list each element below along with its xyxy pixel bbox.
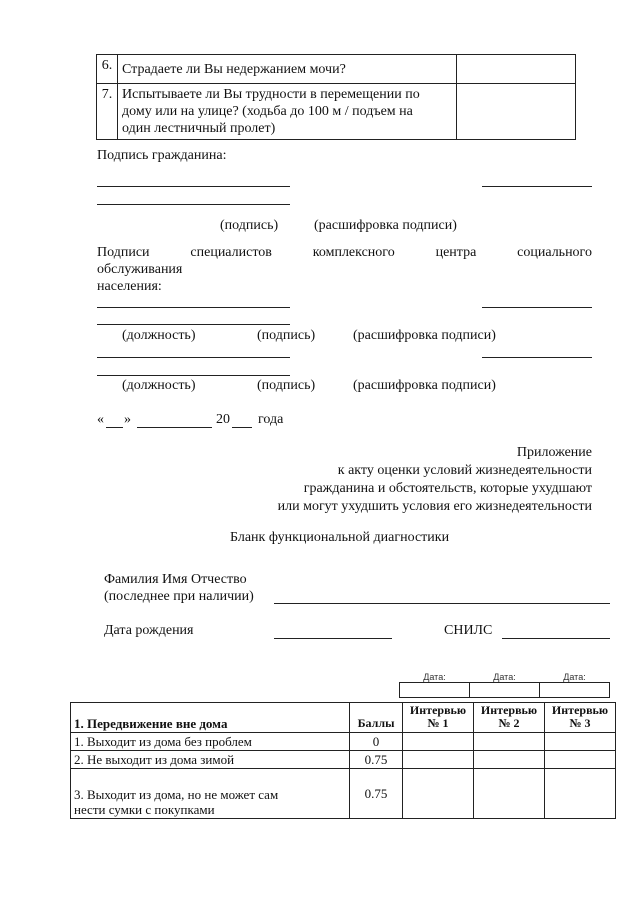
table-row: [71, 751, 616, 769]
date-label: Дата:: [563, 672, 586, 682]
answer-cell[interactable]: [457, 55, 576, 84]
date-close-quote: »: [124, 412, 131, 427]
criterion-points: 0.75: [350, 769, 403, 819]
date-field[interactable]: [540, 683, 610, 698]
signature-line: [97, 307, 290, 308]
points-header: Баллы: [350, 703, 403, 733]
criterion-points: 0.75: [350, 751, 403, 769]
month-blank: [137, 427, 212, 428]
signature-line: [97, 375, 290, 376]
snils-label: СНИЛС: [444, 623, 493, 638]
interview-dates: [399, 668, 610, 698]
question-text: [118, 55, 457, 84]
interview-cell[interactable]: [545, 751, 616, 769]
heading-word: социального: [517, 245, 592, 260]
year-blank: [232, 427, 252, 428]
form-title: Бланк функциональной диагностики: [230, 530, 450, 545]
citizen-signature-label: Подпись гражданина:: [97, 148, 227, 163]
specialists-heading: [97, 245, 592, 261]
question-line: Испытываете ли Вы трудности в перемещении по: [122, 87, 420, 102]
fio-label: Фамилия Имя Отчество: [104, 572, 247, 587]
interview-cell[interactable]: [545, 769, 616, 819]
specialists-heading-line3: населения:: [97, 279, 162, 294]
date-label: Дата:: [493, 672, 516, 682]
heading-word: комплексного: [312, 245, 395, 260]
signature-line: [482, 307, 592, 308]
answer-cell[interactable]: [457, 84, 576, 140]
caption-decoding: (расшифровка подписи): [353, 378, 496, 393]
question-text: [118, 84, 457, 140]
signature-line: [482, 186, 592, 187]
appendix-line: или могут ухудшить условия его жизнедеятельности: [277, 499, 592, 514]
interview-header: Интервью № 3: [545, 703, 616, 733]
question-line: один лестничный пролет): [122, 121, 276, 136]
appendix-block: [278, 444, 592, 516]
interview-cell[interactable]: [403, 751, 474, 769]
caption-signature: (подпись): [220, 218, 279, 233]
interview-cell[interactable]: [474, 751, 545, 769]
interview-cell[interactable]: [545, 733, 616, 751]
assessment-table: [70, 702, 616, 819]
criterion-line: 3. Выходит из дома, но не может сам: [74, 787, 279, 802]
signature-line: [97, 204, 290, 205]
signature-line: [97, 324, 290, 325]
question-line: дому или на улице? (ходьба до 100 м / подъем на: [122, 104, 413, 119]
caption-signature: (подпись): [257, 328, 316, 343]
appendix-line: гражданина и обстоятельств, которые ухудшают: [303, 481, 592, 496]
caption-position: (должность): [122, 328, 196, 343]
table-row: [97, 55, 576, 84]
criterion-line: нести сумки с покупками: [74, 802, 215, 817]
birth-date-label: Дата рождения: [104, 623, 194, 638]
interview-header: Интервью № 1: [403, 703, 474, 733]
appendix-line: к акту оценки условий жизнедеятельности: [337, 463, 592, 478]
question-number: 6.: [97, 55, 118, 84]
caption-decoding: (расшифровка подписи): [353, 328, 496, 343]
date-century: 20: [216, 412, 230, 427]
question-line: Страдаете ли Вы недержанием мочи?: [122, 61, 346, 77]
interview-cell[interactable]: [474, 733, 545, 751]
table-row: [71, 733, 616, 751]
date-field[interactable]: [470, 683, 540, 698]
criterion-text: 2. Не выходит из дома зимой: [71, 751, 350, 769]
date-word: года: [258, 412, 284, 427]
specialists-heading-line2: обслуживания: [97, 262, 183, 277]
date-label: Дата:: [423, 672, 446, 682]
criterion-points: 0: [350, 733, 403, 751]
signature-line: [482, 357, 592, 358]
interview-header: Интервью № 2: [474, 703, 545, 733]
fio-note: (последнее при наличии): [104, 589, 254, 604]
signature-line: [97, 357, 290, 358]
interview-cell[interactable]: [403, 769, 474, 819]
heading-word: специалистов: [190, 245, 272, 260]
caption-position: (должность): [122, 378, 196, 393]
heading-word: центра: [435, 245, 477, 260]
criterion-text: [71, 769, 350, 819]
birth-date-field[interactable]: [274, 638, 392, 639]
fio-field[interactable]: [274, 603, 610, 604]
question-number: 7.: [97, 84, 118, 140]
appendix-line: Приложение: [516, 445, 592, 460]
caption-signature: (подпись): [257, 378, 316, 393]
heading-word: Подписи: [97, 245, 150, 260]
snils-field[interactable]: [502, 638, 610, 639]
date-open-quote: «: [97, 412, 104, 427]
section-title: 1. Передвижение вне дома: [71, 703, 350, 733]
table-header-row: [71, 703, 616, 733]
date-field[interactable]: [400, 683, 470, 698]
criterion-text: 1. Выходит из дома без проблем: [71, 733, 350, 751]
caption-decoding: (расшифровка подписи): [314, 218, 457, 233]
table-row: [71, 769, 616, 819]
interview-cell[interactable]: [403, 733, 474, 751]
interview-cell[interactable]: [474, 769, 545, 819]
day-blank: [106, 427, 123, 428]
questions-table: [96, 54, 576, 140]
table-row: [97, 84, 576, 140]
signature-line: [97, 186, 290, 187]
